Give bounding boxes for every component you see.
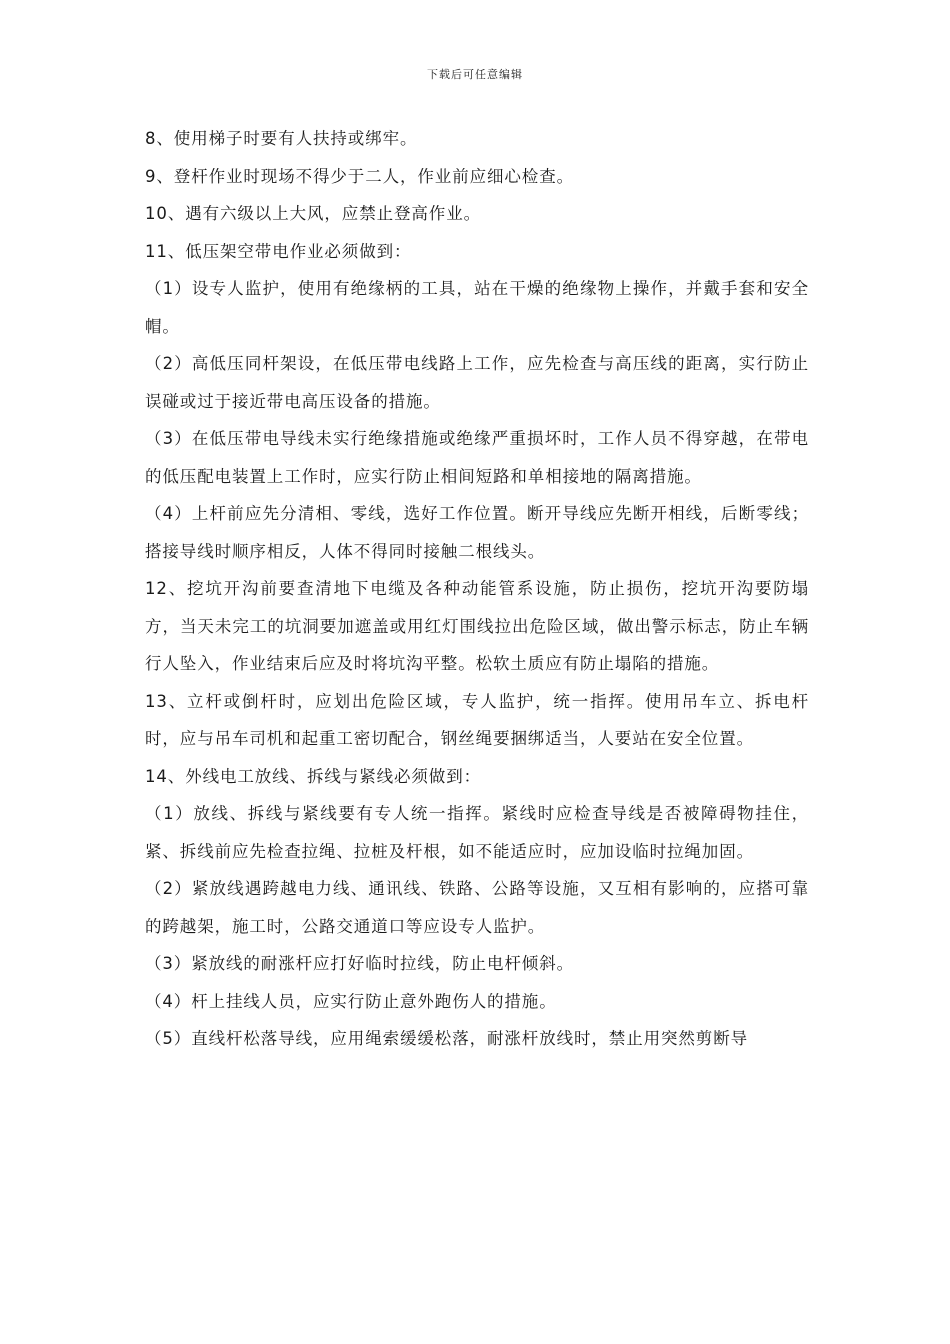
paragraph-item-9: 9、登杆作业时现场不得少于二人，作业前应细心检查。	[145, 166, 574, 186]
paragraph-item-14-3: （3）紧放线的耐涨杆应打好临时拉线，防止电杆倾斜。	[145, 954, 574, 973]
paragraph-item-13: 13、立杆或倒杆时，应划出危险区域，专人监护，统一指挥。使用吊车立、拆电杆时，应与吊车司机和起重工密切配合，钢丝绳要捆绑适当，人要站在安全位置。	[145, 691, 809, 748]
paragraph-item-8: 8、使用梯子时要有人扶持或绑牢。	[145, 129, 418, 148]
paragraph-item-14-4: （4）杆上挂线人员，应实行防止意外跑伤人的措施。	[145, 991, 557, 1011]
paragraph-item-11-1: （1）设专人监护，使用有绝缘柄的工具，站在干燥的绝缘物上操作，并戴手套和安全帽。	[145, 279, 809, 336]
paragraph-item-11-3: （3）在低压带电导线未实行绝缘措施或绝缘严重损坏时，工作人员不得穿越，在带电的低压配电装置上工作时，应实行防止相间短路和单相接地的隔离措施。	[145, 429, 809, 486]
paragraph-item-14-1: （1）放线、拆线与紧线要有专人统一指挥。紧线时应检查导线是否被障碍物挂住，紧、拆线前应先检查拉绳、拉桩及杆根，如不能适应时，应加设临时拉绳加固。	[145, 804, 809, 861]
document-body	[145, 120, 809, 1058]
paragraph-item-14-5: （5）直线杆松落导线，应用绳索缓缓松落，耐涨杆放线时，禁止用突然剪断导	[145, 1029, 748, 1048]
paragraph-item-14-2: （2）紧放线遇跨越电力线、通讯线、铁路、公路等设施，又互相有影响的，应搭可靠的跨越架，施工时，公路交通道口等应设专人监护。	[145, 879, 809, 936]
paragraph-item-10: 10、遇有六级以上大风，应禁止登高作业。	[145, 204, 481, 223]
paragraph-item-11: 11、低压架空带电作业必须做到：	[145, 241, 412, 261]
header-note: 下载后可任意编辑	[427, 68, 523, 81]
paragraph-item-12: 12、挖坑开沟前要查清地下电缆及各种动能管系设施，防止损伤，挖坑开沟要防塌方，当天未完工的坑洞要加遮盖或用红灯围线拉出危险区域，做出警示标志，防止车辆行人坠入，作业结束后应及时将坑沟平整。松软土质应有防止塌陷的措施。	[145, 579, 809, 673]
paragraph-item-11-4: （4）上杆前应先分清相、零线，选好工作位置。断开导线应先断开相线，后断零线；搭接导线时顺序相反，人体不得同时接触二根线头。	[145, 504, 809, 561]
paragraph-item-11-2: （2）高低压同杆架设，在低压带电线路上工作，应先检查与高压线的距离，实行防止误碰或过于接近带电高压设备的措施。	[145, 354, 809, 411]
paragraph-item-14: 14、外线电工放线、拆线与紧线必须做到：	[145, 766, 481, 786]
